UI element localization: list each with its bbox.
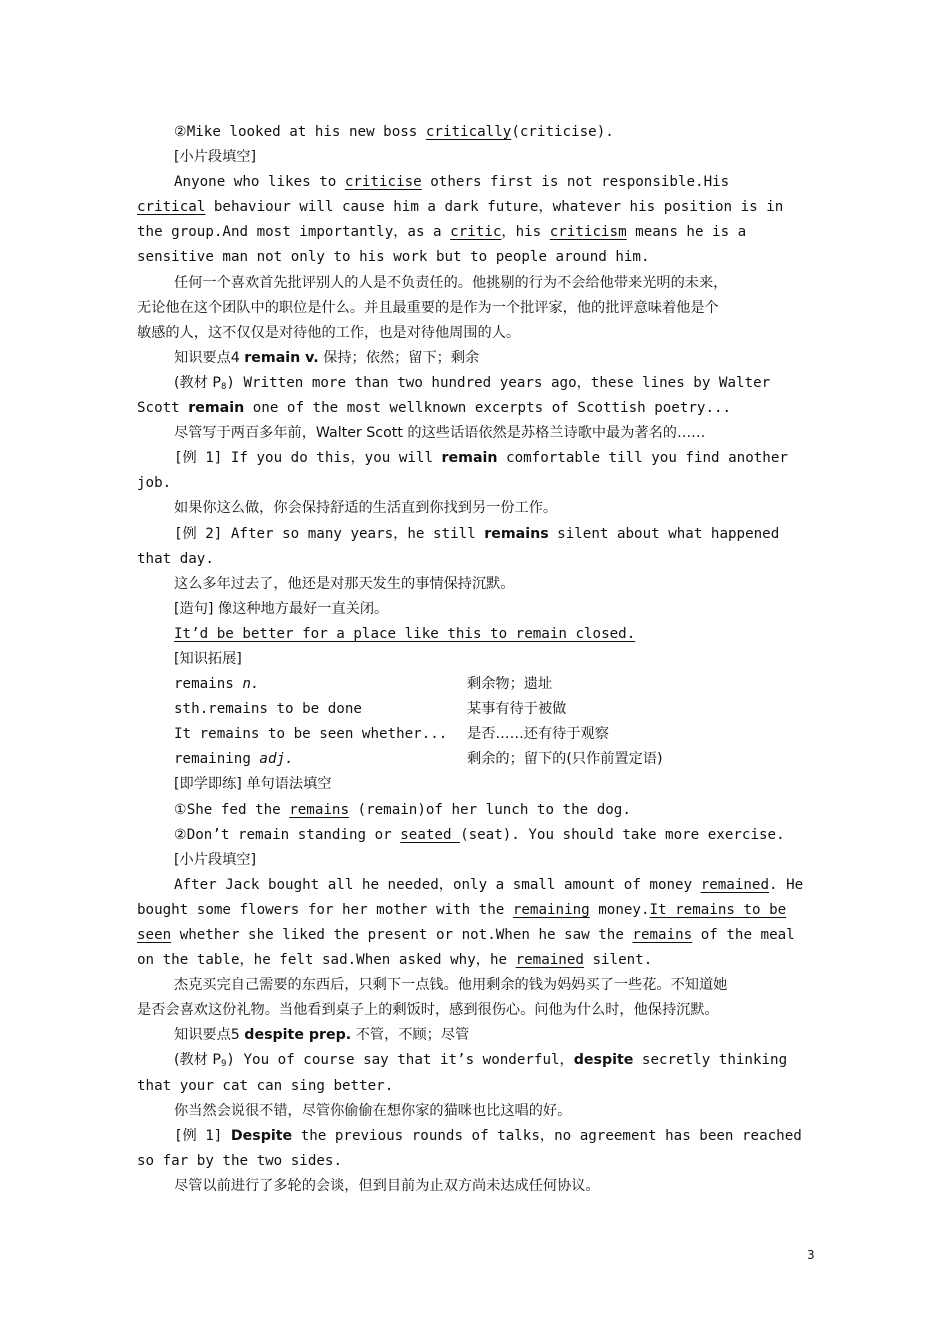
text: bought some flowers for her mother with the [137,901,513,918]
example-line: so far by the two sides. [137,1152,342,1169]
meaning: 某事有待于被做 [467,701,567,718]
text: ①She fed the [174,801,290,818]
text: the group.And most importantly，as a [137,224,451,241]
answer-blank: criticism [549,224,627,241]
extension-row [137,672,815,697]
text: (criticise). [511,124,614,140]
translation-line: 尽管以前进行了多轮的会谈，但到目前为止双方尚未达成任何协议。 [174,1177,600,1194]
paragraph-line [137,170,815,195]
text: secretly thinking [633,1052,788,1069]
answer-blank: seen [137,927,172,943]
text: 知识要点5 [174,1027,245,1044]
text: ) Written more than two hundred years ago，these lines by Walter [226,374,771,391]
text: After Jack bought all he needed，only a small amount of money [174,876,701,893]
extension-row [137,747,815,772]
text: ②Mike looked at his new boss [174,124,426,140]
translation-line: 任何一个喜欢首先批评别人的人是不负责任的。他挑剔的行为不会给他带来光明的未来， [174,274,728,291]
exercise-line [137,798,815,823]
text: one of the most wellknown excerpts of Scottish poetry... [244,400,732,417]
textbook-quote [137,396,815,421]
answer-blank: It remains to be [649,901,787,918]
answer-blank: remained [515,952,584,969]
section-heading: [知识拓展] [174,650,242,667]
text: 保持；依然；留下；剩余 [318,349,480,366]
text: silent about what happened [548,525,780,542]
text: behaviour will cause him a dark future，whatever his position is in [205,199,784,216]
translation-line: 如果你这么做，你会保持舒适的生活直到你找到另一份工作。 [174,500,558,517]
keyword: despite prep. [244,1027,352,1044]
exercise-line [137,120,815,145]
make-sentence-answer: It’d be better for a place like this to remain closed. [174,625,636,642]
document-page [137,120,815,1199]
text: ，his [501,224,550,241]
meaning: 剩余物；遗址 [467,676,553,693]
extension-row [137,697,815,722]
knowledge-point-heading [137,346,815,371]
keyword: remains [484,525,549,542]
keyword: remain v. [244,349,319,366]
page-number: 3 [807,1248,815,1262]
text: Anyone who likes to [174,174,345,191]
text: the previous rounds of talks，no agreement has been reached [292,1127,802,1144]
term: It remains to be seen whether... [174,726,448,743]
section-heading: [即学即练] 单句语法填空 [174,776,332,793]
textbook-quote [137,1048,815,1073]
term: remaining [174,751,260,768]
term: sth.remains to be done [174,701,362,718]
keyword: Despite [230,1127,293,1144]
answer-blank: remained [700,876,770,893]
paragraph-line [137,898,815,923]
textbook-quote [137,371,815,396]
text: on the table，he felt sad.When asked why，he [137,952,516,969]
answer-blank: remaining [512,901,590,918]
answer-blank: remains [289,801,350,818]
example-line: that day. [137,550,214,567]
text: [例 2] After so many years，he still [174,525,485,542]
text: silent. [583,952,653,969]
section-heading: [小片段填空] [174,851,257,868]
part-of-speech: n. [242,676,260,693]
example-line [137,522,815,547]
keyword: remain [441,450,498,467]
text: ) You of course say that it’s wonderful， [226,1052,574,1069]
translation-line: 尽管写于两百多年前，Walter Scott 的这些话语依然是苏格兰诗歌中最为著名的…… [174,425,706,442]
text: whether she liked the present or not.When he saw the [171,927,633,943]
text: comfortable till you find another [497,450,788,467]
text: (教材 P [174,374,221,391]
example-line [137,1124,815,1149]
answer-blank: criticise [344,174,422,191]
text: (seat). You should take more exercise. [460,826,785,843]
extension-row [137,722,815,747]
text: 9 [220,1059,227,1070]
make-sentence-prompt: [造句] 像这种地方最好一直关闭。 [174,600,389,617]
text: others first is not responsible.His [421,174,730,191]
translation-line: 杰克买完自己需要的东西后，只剩下一点钱。他用剩余的钱为妈妈买了一些花。不知道她 [174,977,728,994]
answer-blank: seated [400,826,461,843]
answer-blank: remains [632,927,693,943]
text: Scott [137,400,189,417]
answer-blank: critic [450,224,502,241]
paragraph-line: sensitive man not only to his work but to people around him. [137,249,650,266]
answer-blank: critically [425,124,512,140]
paragraph-line [137,873,815,898]
translation-line: 这么多年过去了，他还是对那天发生的事情保持沉默。 [174,575,515,592]
text: [例 1] If you do this，you will [174,450,442,467]
example-line: job. [137,475,172,492]
translation-line: 你当然会说很不错，尽管你偷偷在想你家的猫咪也比这唱的好。 [174,1102,572,1119]
paragraph-line [137,220,815,245]
answer-blank: critical [137,199,206,216]
text: 不管，不顾；尽管 [351,1027,470,1044]
example-line [137,446,815,471]
text: money. [589,901,650,918]
section-heading: [小片段填空] [174,149,257,166]
text: 知识要点4 [174,349,245,366]
paragraph-line [137,923,815,948]
paragraph-line [137,948,815,973]
text: 8 [220,381,227,392]
meaning: 是否……还有待于观察 [467,726,609,743]
text: means he is a [626,224,747,241]
exercise-line [137,823,815,848]
translation-line: 无论他在这个团队中的职位是什么。并且最重要的是作为一个批评家，他的批评意味着他是个 [137,299,719,316]
part-of-speech: adj. [259,751,294,768]
text: ②Don’t remain standing or [174,826,401,843]
meaning: 剩余的；留下的(只作前置定语) [467,751,663,768]
translation-line: 敏感的人，这不仅仅是对待他的工作，也是对待他周围的人。 [137,324,521,341]
textbook-quote: that your cat can sing better. [137,1077,394,1094]
text: [例 1] [174,1127,231,1144]
translation-line: 是否会喜欢这份礼物。当他看到桌子上的剩饭时，感到很伤心。问他为什么时，他保持沉默。 [137,1002,719,1019]
paragraph-line [137,195,815,220]
term: remains [174,676,243,693]
keyword: despite [573,1052,634,1069]
knowledge-point-heading [137,1023,815,1048]
text: (教材 P [174,1052,221,1069]
text: of the meal [692,927,795,943]
text: (remain)of her lunch to the dog. [349,801,631,818]
keyword: remain [188,400,245,417]
text: . He [769,876,804,893]
